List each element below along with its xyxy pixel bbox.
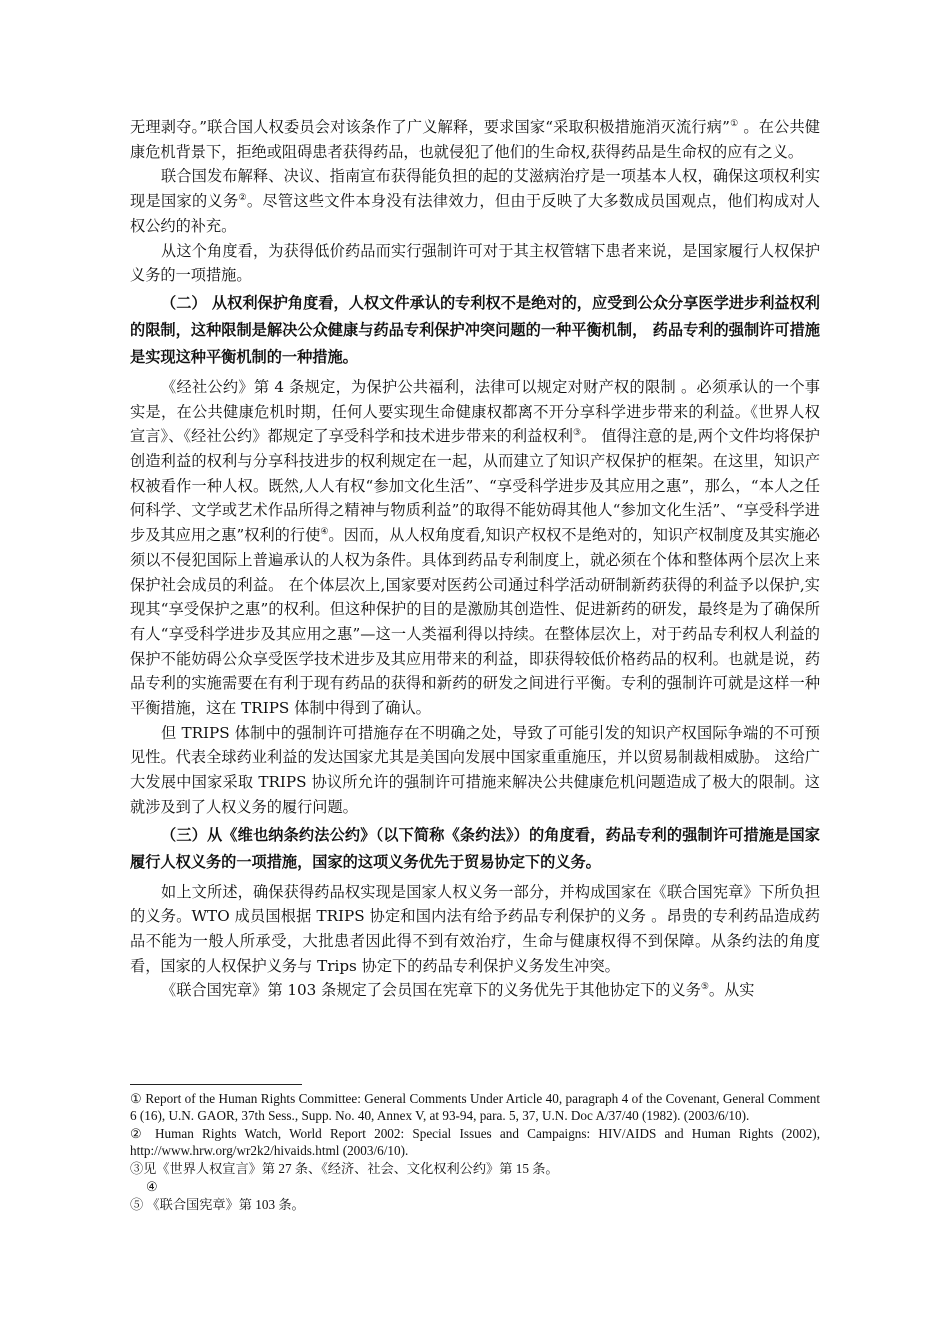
paragraph [130, 375, 820, 721]
footnote-ref-1[interactable]: ① [729, 119, 739, 129]
paragraph [130, 164, 820, 238]
footnote-ref-2[interactable]: ② [238, 193, 247, 204]
paragraph-text: 。 值得注意的是,两个文件均将保护创造利益的权利与分享科技进步的权利规定在一起，从而建立了知识产权保护的框架。在这里，知识产权被看作一种人权。既然,人人有权“参加文化生活”、“享受科学进步及其应用之惠”，那么，“本人之任何科学、文学或艺术作品所得之精神与物质利益”的取得不能妨碍其他人“参加文化生活”、“享受科学进步及其应用之惠”权利的行使 [130, 427, 820, 545]
paragraph-text: 。从实 [708, 981, 755, 1000]
section-heading-3: （三）从《维也纳条约法公约》（以下简称《条约法》）的角度看，药品专利的强制许可措施是国家履行人权义务的一项措施，国家的这项义务优先于贸易协定下的义务。 [130, 825, 820, 871]
paragraph: 从这个角度看，为获得低价药品而实行强制许可对于其主权管辖下患者来说，是国家履行人权保护义务的一项措施。 [130, 241, 820, 285]
footnote-ref-4[interactable]: ④ [320, 527, 329, 538]
paragraph-text: 无理剥夺。”联合国人权委员会对该条作了广义解释，要求国家“采取积极措施消灭流行病” [130, 118, 730, 136]
footnote-2: ② Human Rights Watch, World Report 2002: Special Issues and Campaigns: HIV/AIDS and Human Rights (2002), http://www.hrw.org/wr2k2/hivaids.html (2003/6/10). [130, 1126, 820, 1158]
footnote-5: ⑤ 《联合国宪章》第 103 条。 [130, 1197, 305, 1212]
footnote-3: ③见《世界人权宣言》第 27 条、《经济、社会、文化权利公约》第 15 条。 [130, 1161, 559, 1176]
paragraph-text: 。尽管这些文件本身没有法律效力，但由于反映了大多数成员国观点，他们构成对人权公约的补充。 [130, 192, 821, 235]
footnote-separator [130, 1084, 302, 1085]
footnote-1: ① Report of the Human Rights Committee: General Comments Under Article 40, paragraph 4 of the Covenant, General Comment 6 (16), U.N. GAOR, 37th Sess., Supp. No. 40, Annex V, at 93-94, para. 5, 37, U.N. Doc A/37/40 (1982). (2003/6/10). [130, 1091, 820, 1123]
section-heading-2: （二） 从权利保护角度看，人权文件承认的专利权不是绝对的，应受到公众分享医学进步利益权利的限制，这种限制是解决公众健康与药品专利保护冲突问题的一种平衡机制， 药品专利的强制许可措施是实现这种平衡机制的一种措施。 [130, 293, 820, 366]
paragraph-text: 《联合国宪章》第 103 条规定了会员国在宪章下的义务优先于其他协定下的义务 [161, 981, 701, 1000]
footnote-4: ④ [146, 1179, 158, 1194]
paragraph-text: 。在公共健康危机背景下，拒绝或阻碍患者获得药品，也就侵犯了他们的生命权,获得药品是生命权的应有之义。 [130, 118, 820, 161]
document-body [130, 115, 820, 1003]
paragraph: 如上文所述，确保获得药品权实现是国家人权义务一部分，并构成国家在《联合国宪章》下所负担的义务。WTO 成员国根据 TRIPS 协定和国内法有给予药品专利保护的义务 。昂贵的专利药品造成药品不能为一般人所承受，大批患者因此得不到有效治疗，生命与健康权得不到保障。从条约法的角度看，国家的人权保护义务与 Trips 协定下的药品专利保护义务发生冲突。 [130, 882, 820, 975]
paragraph-text: 联合国发布解释、决议、指南宣布获得能负担的起的艾滋病治疗是一项基本人权，确保这项权利实现是国家的义务 [130, 167, 820, 211]
paragraph [130, 978, 820, 1003]
footnote-ref-3[interactable]: ③ [573, 428, 582, 439]
paragraph-text: 《经社公约》第 4 条规定，为保护公共福利，法律可以规定对财产权的限制 。必须承认的一个事实是，在公共健康危机时期，任何人要实现生命健康权都离不开分享科学进步带来的利益。《世界人权宣言》、《经社公约》都规定了享受科学和技术进步带来的利益权利 [130, 377, 820, 446]
footnote-ref-5[interactable]: ⑤ [700, 982, 709, 993]
footnotes [130, 1090, 820, 1214]
paragraph-text: 。因而，从人权角度看,知识产权权不是绝对的，知识产权制度及其实施必须以不侵犯国际上普遍承认的人权为条件。具体到药品专利制度上，就必须在个体和整体两个层次上来保护社会成员的利益。 在个体层次上,国家要对医药公司通过科学活动研制新药获得的利益予以保护,实现其“享受保护之惠”的权利。但这种保护的目的是激励其创造性、促进新药的研发，最终是为了确保所有人“享受科学进步及其应用之惠”—这一人类福利得以持续。在整体层次上，对于药品专利权人利益的保护不能妨碍公众享受医学技术进步及其应用带来的利益，即获得较低价格药品的权利。也就是说，药品专利的实施需要在有利于现有药品的获得和新药的研发之间进行平衡。专利的强制许可就是这样一种平衡措施，这在 TRIPS 体制中得到了确认。 [130, 526, 820, 718]
paragraph [130, 115, 820, 164]
paragraph: 但 TRIPS 体制中的强制许可措施存在不明确之处，导致了可能引发的知识产权国际争端的不可预见性。代表全球药业利益的发达国家尤其是美国向发展中国家重重施压，并以贸易制裁相威胁。 这给广大发展中国家采取 TRIPS 协议所允许的强制许可措施来解决公共健康危机问题造成了极大的限制。这就涉及到了人权义务的履行问题。 [130, 723, 820, 816]
